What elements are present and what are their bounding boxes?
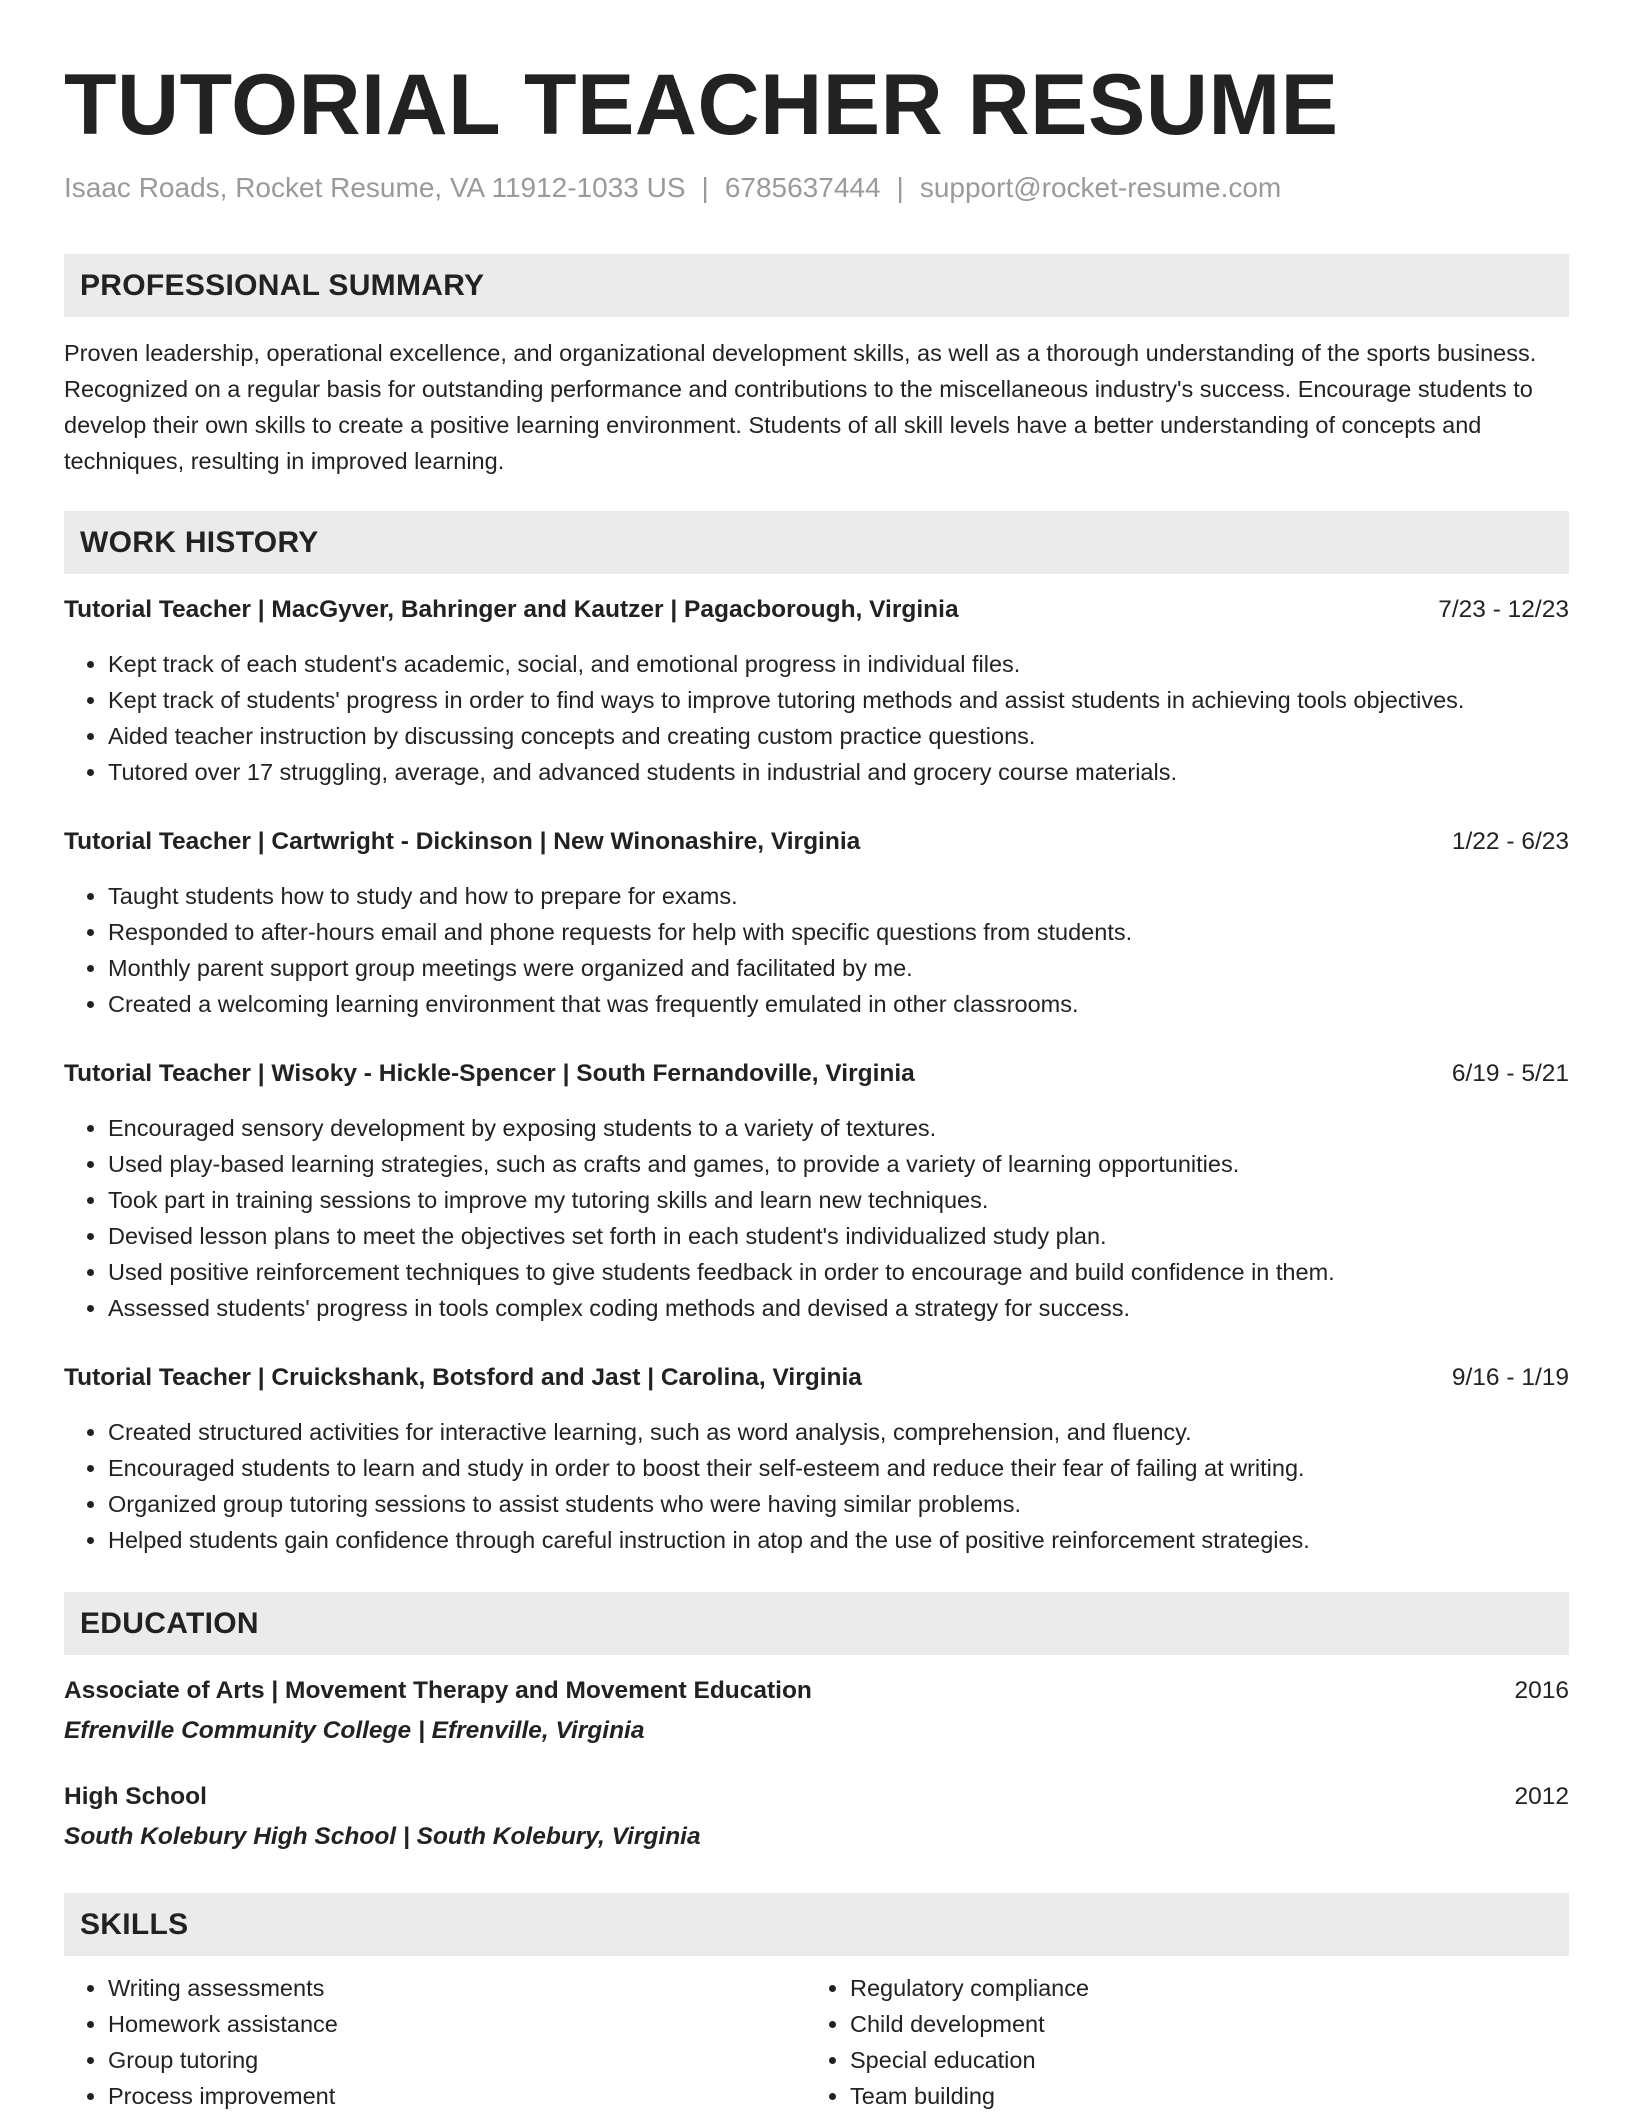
job-header: [64, 592, 1569, 628]
job-bullet: • Aided teacher instruction by discussing concepts and creating custom practice questions.: [108, 718, 1569, 754]
skills-list: [64, 1970, 1569, 2112]
skill-item: • Group tutoring: [108, 2042, 806, 2078]
job-bullets: [64, 878, 1569, 1022]
job-bullets: [64, 646, 1569, 790]
job-title: Tutorial Teacher | Cruickshank, Botsford and Jast | Carolina, Virginia: [64, 1364, 862, 1391]
job-bullets: [64, 1110, 1569, 1326]
skill-item: • Child development: [850, 2006, 1548, 2042]
job-dates: 9/16 - 1/19: [1451, 1364, 1569, 1391]
resume-title: TUTORIAL TEACHER RESUME: [64, 57, 1339, 153]
skills-column-left: [64, 1970, 806, 2112]
education-school: South Kolebury High School | South Kolebury, Virginia: [64, 1823, 701, 1850]
education-school: Efrenville Community College | Efrenville, Virginia: [64, 1717, 645, 1744]
job-entry: [64, 1360, 1569, 1558]
job-bullet: • Tutored over 17 struggling, average, and advanced students in industrial and grocery course materials.: [108, 754, 1569, 790]
education-entry: [64, 1779, 1569, 1855]
job-bullet: • Assessed students' progress in tools complex coding methods and devised a strategy for success.: [108, 1290, 1569, 1326]
job-bullet: • Took part in training sessions to improve my tutoring skills and learn new techniques.: [108, 1182, 1569, 1218]
job-bullet: • Helped students gain confidence through careful instruction in atop and the use of positive reinforcement strategies.: [108, 1522, 1569, 1558]
contact-phone: 6785637444: [724, 172, 881, 203]
job-dates: 7/23 - 12/23: [1438, 596, 1569, 623]
job-title: Tutorial Teacher | Cartwright - Dickinson | New Winonashire, Virginia: [64, 828, 861, 855]
education-degree: Associate of Arts | Movement Therapy and Movement Education: [64, 1677, 812, 1704]
job-bullet: • Devised lesson plans to meet the objectives set forth in each student's individualized study plan.: [108, 1218, 1569, 1254]
education-degree: High School: [64, 1783, 207, 1810]
job-bullet: • Created structured activities for interactive learning, such as word analysis, comprehension, and fluency.: [108, 1414, 1569, 1450]
skills-heading: SKILLS: [64, 1893, 1569, 1956]
job-bullet: • Encouraged sensory development by exposing students to a variety of textures.: [108, 1110, 1569, 1146]
job-header: [64, 824, 1569, 860]
job-bullet: • Organized group tutoring sessions to assist students who were having similar problems.: [108, 1486, 1569, 1522]
job-bullet: • Used play-based learning strategies, such as crafts and games, to provide a variety of learning opportunities.: [108, 1146, 1569, 1182]
job-bullet: • Responded to after-hours email and phone requests for help with specific questions from students.: [108, 914, 1569, 950]
job-entry: [64, 1056, 1569, 1326]
contact-separator: |: [896, 172, 904, 203]
summary-heading: PROFESSIONAL SUMMARY: [64, 254, 1569, 317]
education-heading: EDUCATION: [64, 1592, 1569, 1655]
skill-item: • Special education: [850, 2042, 1548, 2078]
education-header: [64, 1673, 1569, 1709]
education-year: 2012: [1514, 1783, 1569, 1810]
job-title: Tutorial Teacher | Wisoky - Hickle-Spencer | South Fernandoville, Virginia: [64, 1060, 915, 1087]
education-entry: [64, 1673, 1569, 1749]
job-bullet: • Taught students how to study and how to prepare for exams.: [108, 878, 1569, 914]
work-history-heading: WORK HISTORY: [64, 511, 1569, 574]
education-header: [64, 1779, 1569, 1815]
job-title: Tutorial Teacher | MacGyver, Bahringer and Kautzer | Pagacborough, Virginia: [64, 596, 959, 623]
skills-column-right: [806, 1970, 1548, 2112]
skill-item: • Process improvement: [108, 2078, 806, 2112]
job-bullets: [64, 1414, 1569, 1558]
skill-item: • Regulatory compliance: [850, 1970, 1548, 2006]
job-bullet: • Monthly parent support group meetings were organized and facilitated by me.: [108, 950, 1569, 986]
job-entry: [64, 824, 1569, 1022]
education-year: 2016: [1514, 1677, 1569, 1704]
summary-text: Proven leadership, operational excellence, and organizational development skills, as well as a thorough understanding of the sports business. Recognized on a regular basis for outstanding performance and contributions to the miscellaneous industry's success. Encourage students to develop their own skills to create a positive learning environment. Students of all skill levels have a better understanding of concepts and techniques, resulting in improved learning.: [64, 340, 1537, 474]
skill-item: • Team building: [850, 2078, 1548, 2112]
contact-email: support@rocket-resume.com: [919, 172, 1282, 203]
job-bullet: • Encouraged students to learn and study in order to boost their self-esteem and reduce their fear of failing at writing.: [108, 1450, 1569, 1486]
skill-item: • Writing assessments: [108, 1970, 806, 2006]
job-dates: 6/19 - 5/21: [1451, 1060, 1569, 1087]
job-bullet: • Created a welcoming learning environment that was frequently emulated in other classrooms.: [108, 986, 1569, 1022]
job-bullet: • Kept track of each student's academic, social, and emotional progress in individual files.: [108, 646, 1569, 682]
job-bullet: • Kept track of students' progress in order to find ways to improve tutoring methods and assist students in achieving tools objectives.: [108, 682, 1569, 718]
job-entry: [64, 592, 1569, 790]
job-dates: 1/22 - 6/23: [1451, 828, 1569, 855]
contact-address: Isaac Roads, Rocket Resume, VA 11912-1033 US: [64, 172, 686, 203]
contact-line: [64, 172, 1569, 204]
job-bullet: • Used positive reinforcement techniques to give students feedback in order to encourage and build confidence in them.: [108, 1254, 1569, 1290]
job-header: [64, 1360, 1569, 1396]
contact-separator: |: [701, 172, 709, 203]
skill-item: • Homework assistance: [108, 2006, 806, 2042]
job-header: [64, 1056, 1569, 1092]
